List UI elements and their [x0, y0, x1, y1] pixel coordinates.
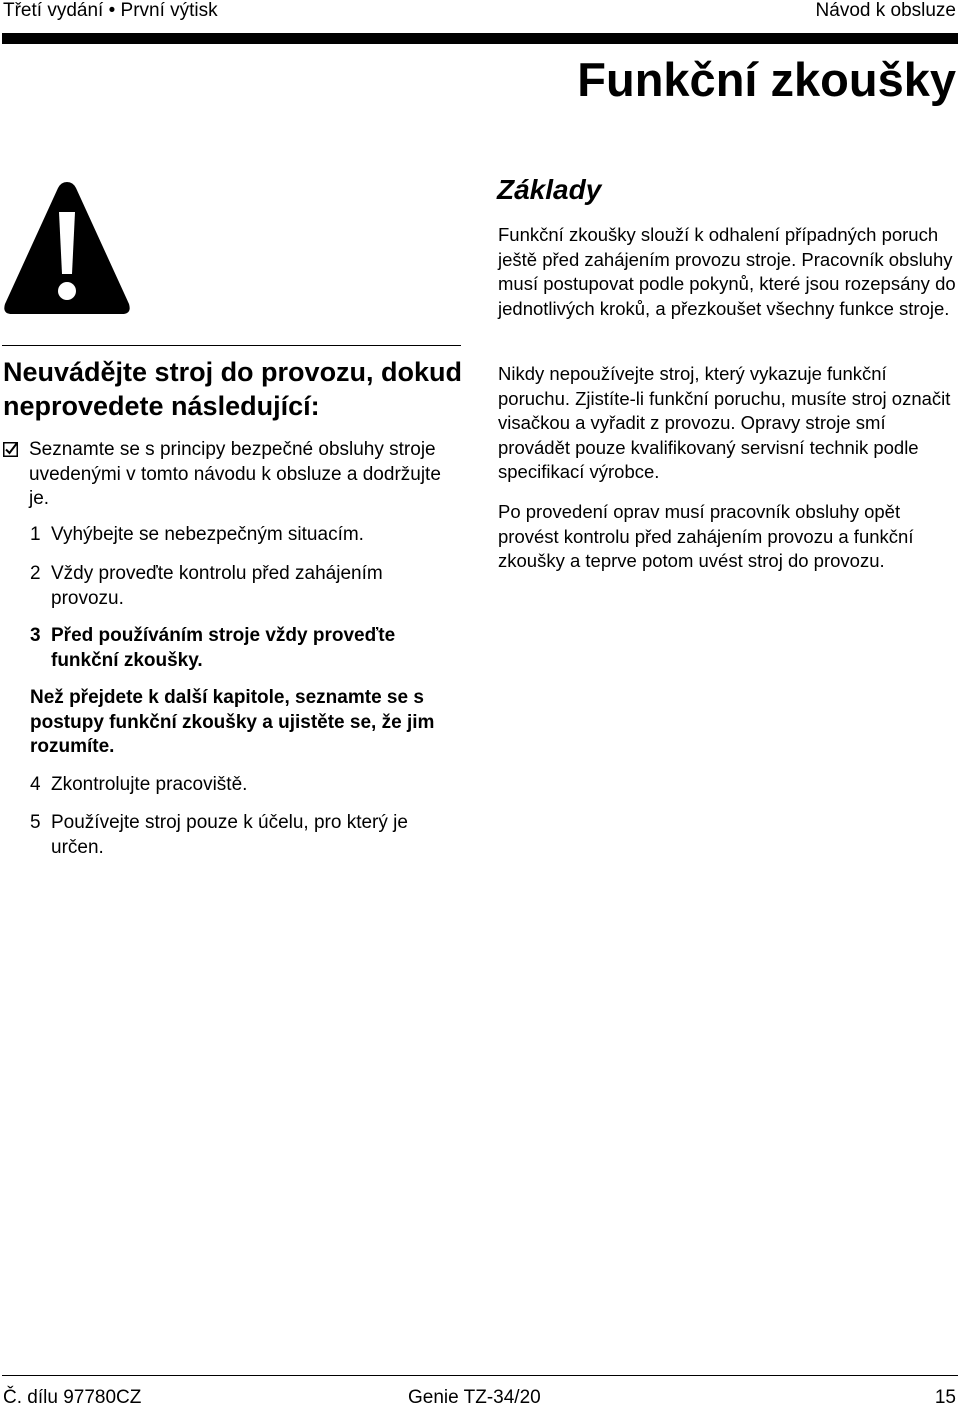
- list-item-text: Vyhýbejte se nebezpečným situacím.: [51, 524, 364, 545]
- footer-model: Genie TZ-34/20: [408, 1387, 541, 1408]
- list-item-text: Před používáním stroje vždy proveďte funkční zkoušky.: [51, 625, 396, 671]
- section-heading: Základy: [497, 174, 602, 205]
- warning-triangle-icon: [2, 178, 132, 318]
- list-item: [30, 811, 460, 860]
- list-item-text: Zkontrolujte pracoviště.: [51, 774, 248, 795]
- footer-rule: [2, 1375, 958, 1376]
- list-item-number: 4: [30, 774, 41, 795]
- footer-part-number: Č. dílu 97780CZ: [3, 1387, 142, 1408]
- page-title: Funkční zkoušky: [577, 53, 956, 106]
- list-item: [30, 523, 460, 548]
- list-item-number: 3: [30, 625, 41, 646]
- list-item: [30, 562, 460, 611]
- check-item-text: Seznamte se s principy bezpečné obsluhy stroje uvedenými v tomto návodu k obsluze a dodržujte je.: [29, 439, 441, 509]
- warning-title: Neuvádějte stroj do provozu, dokud neprovedete následující:: [3, 357, 463, 421]
- list-item-text: Používejte stroj pouze k účelu, pro který je určen.: [51, 812, 408, 858]
- list-item-number: 1: [30, 524, 41, 545]
- warning-divider: [2, 345, 461, 346]
- header-edition: Třetí vydání • První výtisk: [3, 0, 218, 21]
- header-manual-name: Návod k obsluze: [815, 0, 956, 21]
- warning-note: Než přejdete k další kapitole, seznamte se s postupy funkční zkoušky a ujistěte se, že jim rozumíte.: [30, 687, 435, 757]
- list-item-text: Vždy proveďte kontrolu před zahájením provozu.: [51, 563, 383, 609]
- section-paragraph: Nikdy nepoužívejte stroj, který vykazuje funkční poruchu. Zjistíte-li funkční poruchu, musíte stroj označit visačkou a vyřadit z provozu. Opravy stroje smí provádět pouze kvalifikovaný servisní technik podle specifikací výrobce.: [498, 363, 951, 482]
- list-item-number: 5: [30, 812, 41, 833]
- checkbox-checked-icon: [3, 442, 18, 457]
- header-rule: [2, 33, 958, 44]
- list-item: [30, 624, 460, 673]
- section-paragraph: Po provedení oprav musí pracovník obsluhy opět provést kontrolu před zahájením provozu a funkční zkoušky a teprve potom uvést stroj do provozu.: [498, 501, 914, 571]
- list-item: [30, 773, 460, 798]
- check-item: [3, 438, 461, 512]
- list-item-number: 2: [30, 563, 41, 584]
- page-number: 15: [934, 1387, 956, 1408]
- section-paragraph: Funkční zkoušky slouží k odhalení případných poruch ještě před zahájením provozu stroje. Pracovník obsluhy musí postupovat podle pokynů, které jsou rozepsány do jednotlivých kroků, a přezkoušet všechny funkce stroje.: [498, 224, 956, 319]
